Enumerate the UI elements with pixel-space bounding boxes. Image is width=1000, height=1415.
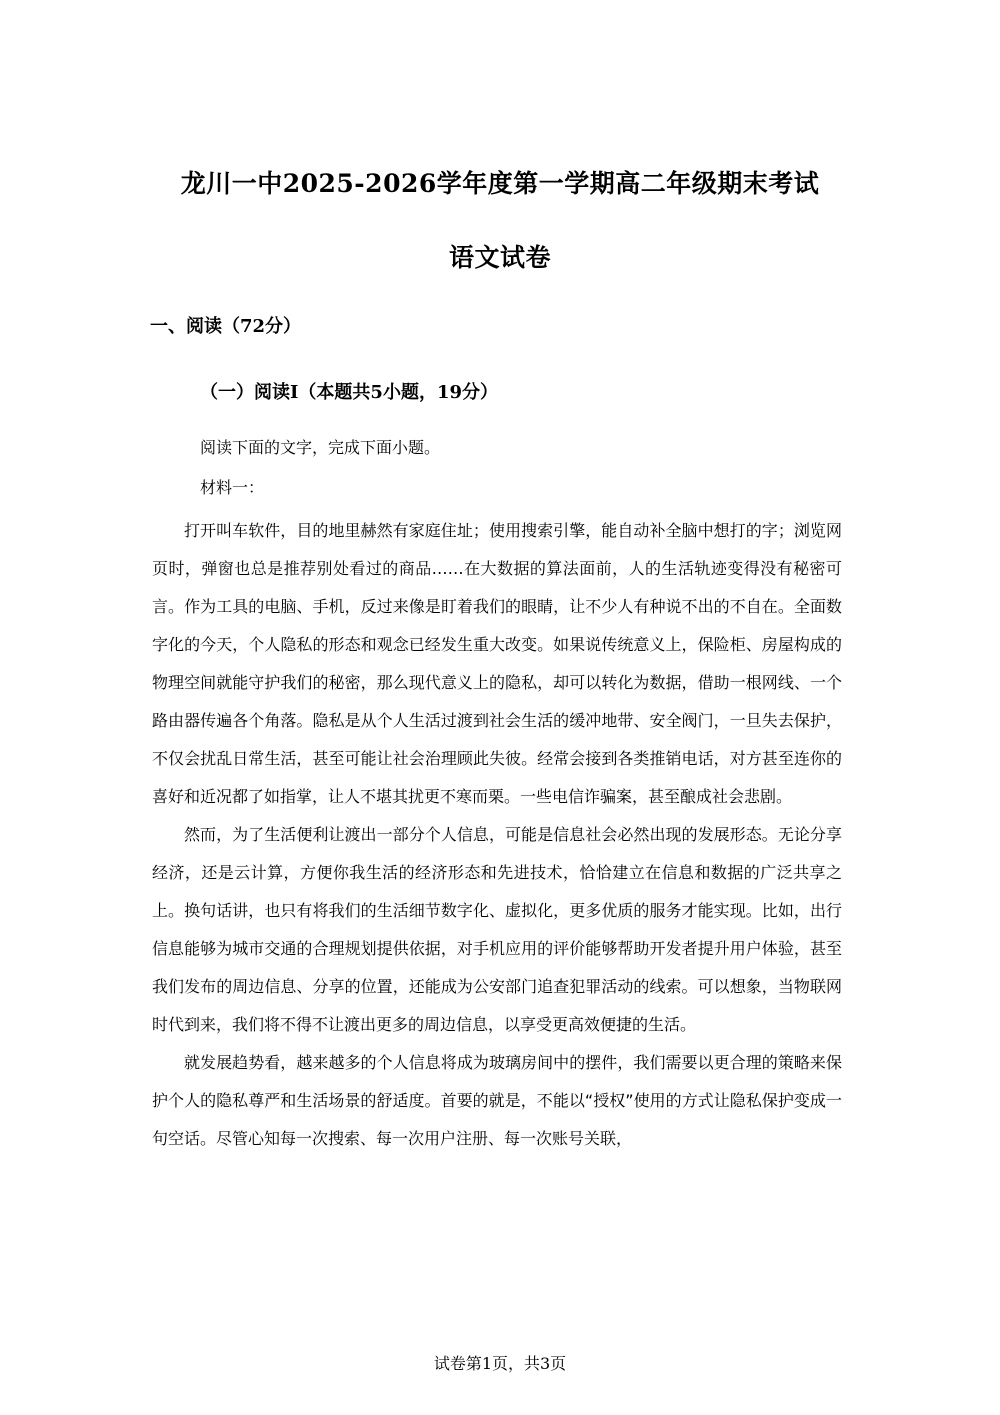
page-footer: 试卷第1页，共3页 — [433, 1354, 567, 1373]
passage-paragraph-1: 打开叫车软件，目的地里赫然有家庭住址；使用搜索引擎，能自动补全脑中想打的字；浏览网页时，弹窗也总是推荐别处看过的商品……在大数据的算法面前，人的生活轨迹变得没有秘密可言。作为工具的电脑、手机，反过来像是盯着我们的眼睛，让不少人有种说不出的不自在。全面数字化的今天，个人隐私的形态和观念已经发生重大改变。如果说传统意义上，保险柜、房屋构成的物理空间就能守护我们的秘密，那么现代意义上的隐私，却可以转化为数据，借助一根网线、一个路由器传遍各个角落。隐私是从个人生活过渡到社会生活的缓冲地带、安全阀门，一旦失去保护，不仅会扰乱日常生活，甚至可能让社会治理顾此失彼。经常会接到各类推销电话，对方甚至连你的喜好和近况都了如指掌，让人不堪其扰更不寒而栗。一些电信诈骗案，甚至酿成社会悲剧。 — [152, 521, 842, 806]
reading-passage — [152, 512, 842, 1158]
exam-title: 龙川一中2025-2026学年度第一学期高二年级期末考试 — [180, 169, 820, 198]
passage-paragraph-2: 然而，为了生活便利让渡出一部分个人信息，可能是信息社会必然出现的发展形态。无论分享经济，还是云计算，方便你我生活的经济形态和先进技术，恰恰建立在信息和数据的广泛共享之上。换句话讲，也只有将我们的生活细节数字化、虚拟化，更多优质的服务才能实现。比如，出行信息能够为城市交通的合理规划提供依据，对手机应用的评价能够帮助开发者提升用户体验，甚至我们发布的周边信息、分享的位置，还能成为公安部门追查犯罪活动的线索。可以想象，当物联网时代到来，我们将不得不让渡出更多的周边信息，以享受更高效便捷的生活。 — [152, 825, 842, 1034]
passage-paragraph-3: 就发展趋势看，越来越多的个人信息将成为玻璃房间中的摆件，我们需要以更合理的策略来保护个人的隐私尊严和生活场景的舒适度。首要的就是，不能以“授权”使用的方式让隐私保护变成一句空话。尽管心知每一次搜索、每一次用户注册、每一次账号关联， — [152, 1053, 842, 1148]
material-label: 材料一： — [200, 478, 265, 497]
subsection-heading: （一）阅读Ⅰ（本题共5小题，19分） — [200, 382, 498, 403]
instruction-text: 阅读下面的文字，完成下面小题。 — [200, 438, 441, 457]
section-heading: 一、阅读（72分） — [150, 316, 302, 337]
exam-subtitle: 语文试卷 — [448, 243, 551, 272]
